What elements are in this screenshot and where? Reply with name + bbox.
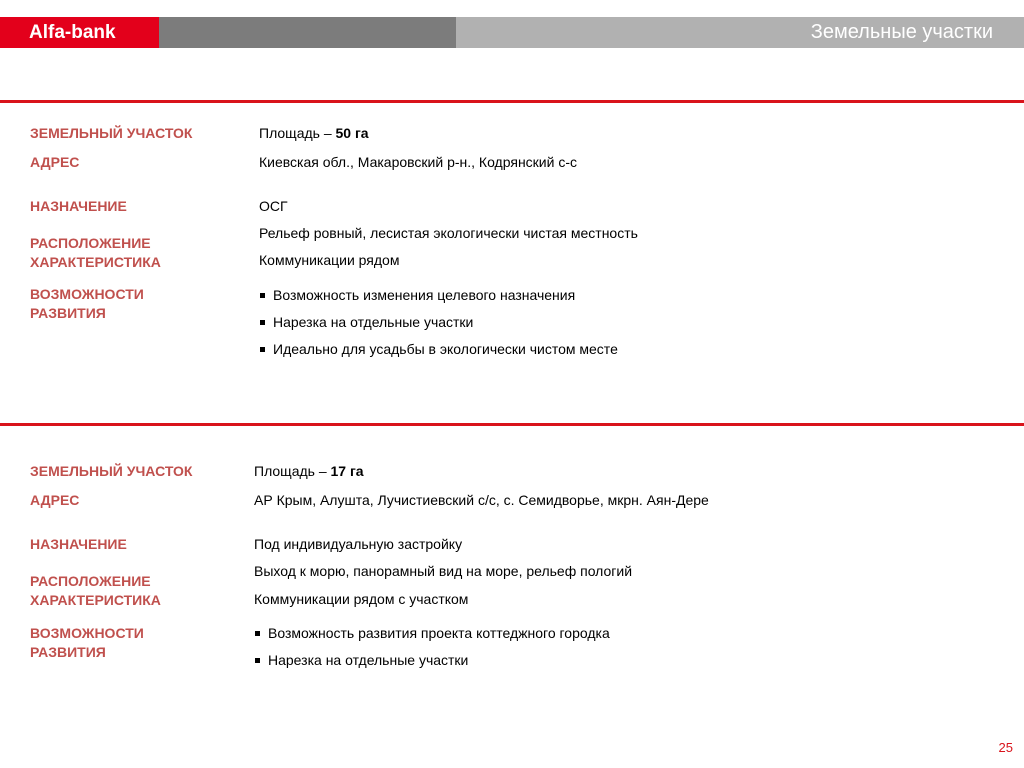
list-item [259, 286, 618, 313]
opportunities-list [254, 624, 610, 678]
list-item-text: Идеально для усадьбы в экологически чистом месте [273, 341, 618, 357]
opportunities-label-line-2: РАЗВИТИЯ [30, 305, 106, 321]
bullet-icon [255, 631, 260, 636]
purpose-label: НАЗНАЧЕНИЕ [30, 198, 127, 214]
characteristic-value: Коммуникации рядом [259, 252, 400, 268]
address-label: АДРЕС [30, 154, 80, 170]
list-item [254, 624, 610, 651]
section-divider [0, 100, 1024, 103]
area-prefix: Площадь – [254, 463, 327, 479]
location-label: РАСПОЛОЖЕНИЕ [30, 573, 151, 589]
opportunities-label: ВОЗМОЖНОСТИ [30, 625, 144, 641]
page-title: Земельные участки [456, 17, 1024, 48]
land-plot-label: ЗЕМЕЛЬНЫЙ УЧАСТОК [30, 463, 193, 479]
area-amount: 50 га [335, 125, 369, 141]
purpose-label: НАЗНАЧЕНИЕ [30, 536, 127, 552]
opportunities-label: ВОЗМОЖНОСТИ [30, 286, 144, 302]
list-item-text: Возможность изменения целевого назначения [273, 287, 576, 303]
area-value [254, 462, 364, 481]
header-dark-segment [159, 17, 456, 48]
list-item [254, 651, 610, 678]
list-item [259, 340, 618, 367]
characteristic-label: ХАРАКТЕРИСТИКА [30, 592, 161, 608]
location-label: РАСПОЛОЖЕНИЕ [30, 235, 151, 251]
area-amount: 17 га [330, 463, 364, 479]
characteristic-label: ХАРАКТЕРИСТИКА [30, 254, 161, 270]
area-value [259, 124, 369, 143]
list-item-text: Возможность развития проекта коттеджного городка [268, 625, 610, 641]
purpose-value: ОСГ [259, 198, 288, 214]
list-item-text: Нарезка на отдельные участки [268, 652, 469, 668]
purpose-value: Под индивидуальную застройку [254, 536, 463, 552]
area-prefix: Площадь – [259, 125, 332, 141]
land-plot-label: ЗЕМЕЛЬНЫЙ УЧАСТОК [30, 125, 193, 141]
characteristic-value: Коммуникации рядом с участком [254, 591, 469, 607]
header-bar [0, 17, 1024, 48]
list-item-text: Нарезка на отдельные участки [273, 314, 474, 330]
bullet-icon [260, 293, 265, 298]
opportunities-label-line-2: РАЗВИТИЯ [30, 644, 106, 660]
location-value: Выход к морю, панорамный вид на море, рельеф пологий [254, 563, 633, 579]
bullet-icon [255, 658, 260, 663]
bullet-icon [260, 347, 265, 352]
address-value: Киевская обл., Макаровский р-н., Кодрянский с-с [259, 154, 577, 170]
section-divider [0, 423, 1024, 426]
bullet-icon [260, 320, 265, 325]
brand-logo: Alfa-bank [0, 17, 159, 48]
list-item [259, 313, 618, 340]
opportunities-list [259, 286, 618, 367]
location-value: Рельеф ровный, лесистая экологически чистая местность [259, 225, 638, 241]
address-label: АДРЕС [30, 492, 80, 508]
address-value: АР Крым, Алушта, Лучистиевский с/с, с. Семидворье, мкрн. Аян-Дере [254, 492, 709, 508]
page-number: 25 [998, 740, 1013, 755]
